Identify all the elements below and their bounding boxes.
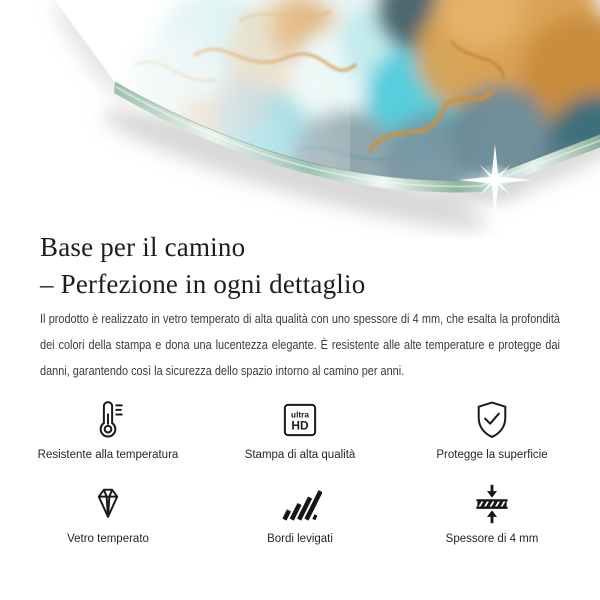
thermometer-icon bbox=[86, 398, 130, 442]
ultra-hd-text-1: ultra bbox=[291, 410, 309, 420]
feature-temperature bbox=[12, 398, 204, 466]
feature-label: Resistente alla temperatura bbox=[37, 449, 179, 461]
product-photo bbox=[0, 0, 600, 238]
page-title bbox=[40, 229, 365, 303]
feature-tempered-glass bbox=[12, 482, 204, 550]
diamond-icon bbox=[86, 482, 130, 526]
feature-print-quality bbox=[204, 398, 396, 466]
ultra-hd-text-2: HD bbox=[291, 418, 309, 433]
feature-thickness bbox=[396, 482, 588, 550]
shield-check-icon bbox=[470, 398, 514, 442]
feature-label: Protegge la superficie bbox=[436, 449, 548, 461]
thickness-arrows-icon bbox=[470, 482, 514, 526]
polished-edges-icon bbox=[278, 482, 322, 526]
ultra-hd-icon bbox=[278, 398, 322, 442]
product-description: Il prodotto è realizzato in vetro temperato di alta qualità con uno spessore di 4 mm, che esalta la profondità dei colori della stampa e dona una lucentezza elegante. È resistente alle alte temperature e protegge dai danni, garantendo così la sicurezza dello spazio intorno al camino per anni. bbox=[40, 311, 560, 378]
feature-label: Bordi levigati bbox=[267, 533, 333, 545]
feature-label: Stampa di alta qualità bbox=[244, 449, 356, 461]
title-line-2: – Perfezione in ogni dettaglio bbox=[40, 269, 366, 299]
feature-grid bbox=[12, 398, 588, 550]
title-line-1: Base per il camino bbox=[40, 232, 246, 262]
feature-polished-edges bbox=[204, 482, 396, 550]
feature-label: Vetro temperato bbox=[67, 533, 149, 545]
feature-label: Spessore di 4 mm bbox=[445, 533, 539, 545]
feature-surface-protection bbox=[396, 398, 588, 466]
